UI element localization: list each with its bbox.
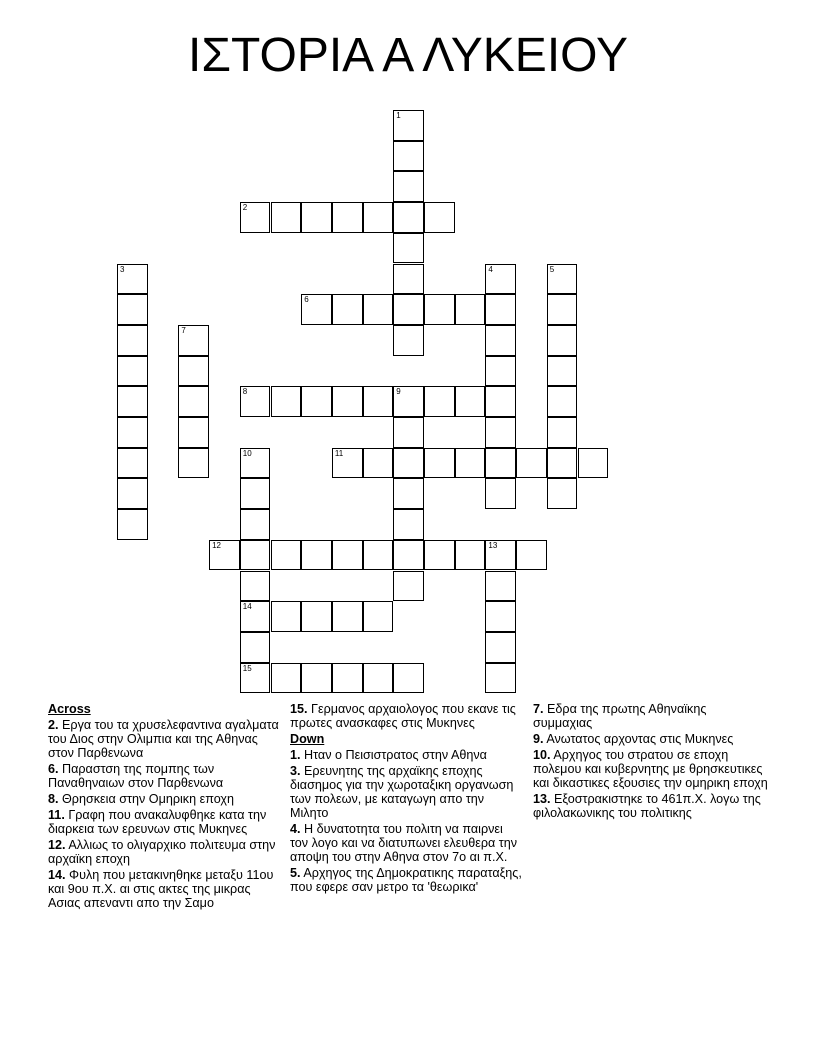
crossword-cell[interactable] bbox=[547, 264, 578, 295]
crossword-cell[interactable] bbox=[393, 509, 424, 540]
crossword-cell[interactable] bbox=[178, 386, 209, 417]
crossword-cell[interactable] bbox=[240, 663, 271, 694]
clues-column-3 bbox=[533, 702, 768, 822]
crossword-cell[interactable] bbox=[363, 601, 394, 632]
clue-down-4 bbox=[290, 822, 524, 864]
crossword-cell[interactable] bbox=[332, 294, 363, 325]
crossword-cell[interactable] bbox=[240, 448, 271, 479]
clue-number: 12. bbox=[48, 838, 66, 852]
crossword-cell[interactable] bbox=[332, 540, 363, 571]
crossword-cell[interactable] bbox=[485, 294, 516, 325]
crossword-cell[interactable] bbox=[424, 540, 455, 571]
crossword-cell[interactable] bbox=[516, 448, 547, 479]
crossword-cell[interactable] bbox=[547, 294, 578, 325]
crossword-cell[interactable] bbox=[271, 202, 302, 233]
clue-number: 15. bbox=[290, 702, 308, 716]
crossword-cell[interactable] bbox=[393, 540, 424, 571]
crossword-cell[interactable] bbox=[485, 632, 516, 663]
clue-across-6 bbox=[48, 762, 280, 790]
crossword-cell[interactable] bbox=[363, 540, 394, 571]
clue-text: Η δυνατοτητα του πολιτη να παιρνει τον λογο και να διατυπωνει ελευθερα την αποψη του στην Αθηνα στον 7ο αι π.Χ. bbox=[290, 822, 518, 864]
crossword-cell[interactable] bbox=[485, 601, 516, 632]
crossword-cell[interactable] bbox=[301, 663, 332, 694]
crossword-cell[interactable] bbox=[117, 325, 148, 356]
cell-number: 15 bbox=[242, 663, 252, 673]
clue-across-2 bbox=[48, 718, 280, 760]
crossword-cell[interactable] bbox=[547, 478, 578, 509]
crossword-cell[interactable] bbox=[485, 325, 516, 356]
crossword-cell[interactable] bbox=[240, 601, 271, 632]
clue-down-5 bbox=[290, 866, 524, 894]
clue-text: Ηταν ο Πεισιστρατος στην Αθηνα bbox=[304, 748, 487, 762]
crossword-cell[interactable] bbox=[393, 202, 424, 233]
crossword-cell[interactable] bbox=[301, 294, 332, 325]
crossword-cell[interactable] bbox=[578, 448, 609, 479]
cell-number: 7 bbox=[181, 325, 186, 335]
crossword-cell[interactable] bbox=[301, 540, 332, 571]
crossword-cell[interactable] bbox=[117, 448, 148, 479]
crossword-cell[interactable] bbox=[301, 202, 332, 233]
crossword-cell[interactable] bbox=[332, 601, 363, 632]
crossword-cell[interactable] bbox=[240, 478, 271, 509]
crossword-cell[interactable] bbox=[117, 356, 148, 387]
crossword-cell[interactable] bbox=[547, 448, 578, 479]
crossword-cell[interactable] bbox=[424, 448, 455, 479]
crossword-cell[interactable] bbox=[393, 294, 424, 325]
crossword-cell[interactable] bbox=[455, 448, 486, 479]
clue-number: 10. bbox=[533, 748, 551, 762]
clue-down-1 bbox=[290, 748, 524, 762]
crossword-cell[interactable] bbox=[117, 386, 148, 417]
crossword-cell[interactable] bbox=[485, 571, 516, 602]
crossword-cell[interactable] bbox=[240, 571, 271, 602]
crossword-cell[interactable] bbox=[393, 571, 424, 602]
clue-text: Ανωτατος αρχοντας στις Μυκηνες bbox=[546, 732, 734, 746]
crossword-cell[interactable] bbox=[485, 448, 516, 479]
crossword-cell[interactable] bbox=[516, 540, 547, 571]
crossword-cell[interactable] bbox=[240, 386, 271, 417]
crossword-cell[interactable] bbox=[485, 356, 516, 387]
crossword-cell[interactable] bbox=[393, 386, 424, 417]
crossword-cell[interactable] bbox=[363, 202, 394, 233]
clue-number: 8. bbox=[48, 792, 59, 806]
clues-column-1 bbox=[48, 702, 280, 912]
clue-number: 9. bbox=[533, 732, 544, 746]
clue-down-7 bbox=[533, 702, 768, 730]
clue-text: Ερευνητης της αρχαϊκης εποχης διασημος για την χωροταξικη οργανωση των πολεων, με καταγωγη απο την Μιλητο bbox=[290, 764, 514, 820]
clue-number: 13. bbox=[533, 792, 551, 806]
cell-number: 12 bbox=[212, 540, 221, 550]
crossword-cell[interactable] bbox=[240, 632, 271, 663]
crossword-cell[interactable] bbox=[271, 386, 302, 417]
crossword-cell[interactable] bbox=[271, 663, 302, 694]
cell-number: 1 bbox=[396, 111, 401, 120]
clue-number: 1. bbox=[290, 748, 301, 762]
crossword-cell[interactable] bbox=[209, 540, 240, 571]
crossword-cell[interactable] bbox=[301, 601, 332, 632]
clue-text: Παραστση της πομπης των Παναθηναιων στον Παρθενωνα bbox=[48, 762, 224, 790]
crossword-cell[interactable] bbox=[424, 202, 455, 233]
clue-number: 2. bbox=[48, 718, 59, 732]
clue-text: Αλλιως το ολιγαρχικο πολιτευμα στην αρχαϊκη εποχη bbox=[48, 838, 276, 866]
clue-text: Αρχηγος της Δημοκρατικης παραταξης, που εφερε σαν μετρο τα 'θεωρικα' bbox=[290, 866, 522, 894]
clue-down-13 bbox=[533, 792, 768, 820]
clue-number: 6. bbox=[48, 762, 59, 776]
clue-text: Φυλη που μετακινηθηκε μεταξυ 11ου και 9ου π.Χ. αι στις ακτες της μικρας Ασιας απεναντι απο την Σαμο bbox=[48, 868, 274, 910]
crossword-cell[interactable] bbox=[393, 663, 424, 694]
crossword-cell[interactable] bbox=[117, 509, 148, 540]
clue-number: 4. bbox=[290, 822, 301, 836]
crossword-cell[interactable] bbox=[393, 448, 424, 479]
clue-across-11 bbox=[48, 808, 280, 836]
crossword-cell[interactable] bbox=[485, 663, 516, 694]
clue-down-3 bbox=[290, 764, 524, 820]
crossword-cell[interactable] bbox=[178, 417, 209, 448]
crossword-cell[interactable] bbox=[393, 417, 424, 448]
cell-number: 2 bbox=[242, 203, 248, 213]
clue-across-12 bbox=[48, 838, 280, 866]
crossword-cell[interactable] bbox=[424, 386, 455, 417]
crossword-cell[interactable] bbox=[117, 294, 148, 325]
crossword-cell[interactable] bbox=[393, 233, 424, 264]
crossword-cell[interactable] bbox=[393, 264, 424, 295]
crossword-cell[interactable] bbox=[363, 386, 394, 417]
crossword-cell[interactable] bbox=[363, 448, 394, 479]
cell-number: 6 bbox=[304, 295, 309, 305]
crossword-cell[interactable] bbox=[485, 478, 516, 509]
clue-across-15 bbox=[290, 702, 524, 730]
crossword-cell[interactable] bbox=[332, 448, 363, 479]
crossword-cell[interactable] bbox=[117, 478, 148, 509]
clue-across-8 bbox=[48, 792, 280, 806]
cell-number: 13 bbox=[488, 540, 498, 550]
cell-number: 5 bbox=[549, 264, 555, 274]
crossword-cell[interactable] bbox=[485, 386, 516, 417]
crossword-cell[interactable] bbox=[455, 294, 486, 325]
crossword-cell[interactable] bbox=[178, 448, 209, 479]
cell-number: 4 bbox=[488, 264, 493, 274]
clue-number: 5. bbox=[290, 866, 301, 880]
crossword-cell[interactable] bbox=[485, 540, 516, 571]
crossword-cell[interactable] bbox=[393, 478, 424, 509]
crossword-cell[interactable] bbox=[455, 386, 486, 417]
crossword-cell[interactable] bbox=[547, 325, 578, 356]
crossword-cell[interactable] bbox=[485, 417, 516, 448]
crossword-cell[interactable] bbox=[240, 202, 271, 233]
clue-number: 3. bbox=[290, 764, 301, 778]
clue-number: 14. bbox=[48, 868, 66, 882]
crossword-cell[interactable] bbox=[332, 663, 363, 694]
crossword-cell[interactable] bbox=[393, 171, 424, 202]
crossword-cell[interactable] bbox=[393, 325, 424, 356]
cell-number: 10 bbox=[242, 448, 252, 458]
crossword-cell[interactable] bbox=[271, 540, 302, 571]
crossword-cell[interactable] bbox=[332, 202, 363, 233]
crossword-cell[interactable] bbox=[547, 356, 578, 387]
clue-text: Εργα του τα χρυσελεφαντινα αγαλματα του Διος στην Ολιμπια και της Αθηνας στον Παρθενωνα bbox=[48, 718, 279, 760]
clue-text: Γερμανος αρχαιολογος που εκανε τις πρωτες ανασκαφες στις Μυκηνες bbox=[290, 702, 516, 730]
clue-text: Εξοστρακιστηκε το 461π.Χ. λογω της φιλολακωνικης του πολιτικης bbox=[533, 792, 761, 820]
crossword-cell[interactable] bbox=[332, 386, 363, 417]
crossword-cell[interactable] bbox=[271, 601, 302, 632]
crossword-cell[interactable] bbox=[455, 540, 486, 571]
clue-down-10 bbox=[533, 748, 768, 790]
crossword-cell[interactable] bbox=[547, 417, 578, 448]
cell-number: 8 bbox=[242, 387, 248, 397]
crossword-cell[interactable] bbox=[301, 386, 332, 417]
crossword-cell[interactable] bbox=[240, 509, 271, 540]
clue-text: Γραφη που ανακαλυφθηκε κατα την διαρκεια των ερευνων στις Μυκηνες bbox=[48, 808, 267, 836]
crossword-cell[interactable] bbox=[547, 386, 578, 417]
crossword-cell[interactable] bbox=[393, 110, 424, 141]
crossword-cell[interactable] bbox=[117, 417, 148, 448]
crossword-cell[interactable] bbox=[363, 663, 394, 694]
clue-number: 7. bbox=[533, 702, 544, 716]
crossword-cell[interactable] bbox=[178, 325, 209, 356]
clues-column-2 bbox=[290, 702, 524, 896]
clue-text: Θρησκεια στην Ομηρικη εποχη bbox=[62, 792, 235, 806]
crossword-cell[interactable] bbox=[117, 264, 148, 295]
page-title: ΙΣΤΟΡΙΑ Α ΛΥΚΕΙΟΥ bbox=[188, 29, 628, 82]
down-heading: Down bbox=[290, 732, 325, 746]
crossword-cell[interactable] bbox=[178, 356, 209, 387]
crossword-cell[interactable] bbox=[363, 294, 394, 325]
cell-number: 11 bbox=[334, 448, 344, 458]
cell-number: 9 bbox=[396, 387, 401, 397]
crossword-cell[interactable] bbox=[485, 264, 516, 295]
clue-text: Εδρα της πρωτης Αθηναϊκης συμμαχιας bbox=[533, 702, 707, 730]
crossword-cell[interactable] bbox=[240, 540, 271, 571]
clue-down-9 bbox=[533, 732, 768, 746]
crossword-cell[interactable] bbox=[424, 294, 455, 325]
crossword-cell[interactable] bbox=[393, 141, 424, 172]
cell-number: 14 bbox=[242, 602, 252, 612]
clue-across-14 bbox=[48, 868, 280, 910]
clue-text: Αρχηγος του στρατου σε εποχη πολεμου και κυβερνητης με θρησκευτικες και δικαστικες εξουσιες την ομηρικη εποχη bbox=[533, 748, 768, 790]
cell-number: 3 bbox=[120, 264, 125, 274]
clue-number: 11. bbox=[48, 808, 65, 822]
across-heading: Across bbox=[48, 702, 91, 716]
